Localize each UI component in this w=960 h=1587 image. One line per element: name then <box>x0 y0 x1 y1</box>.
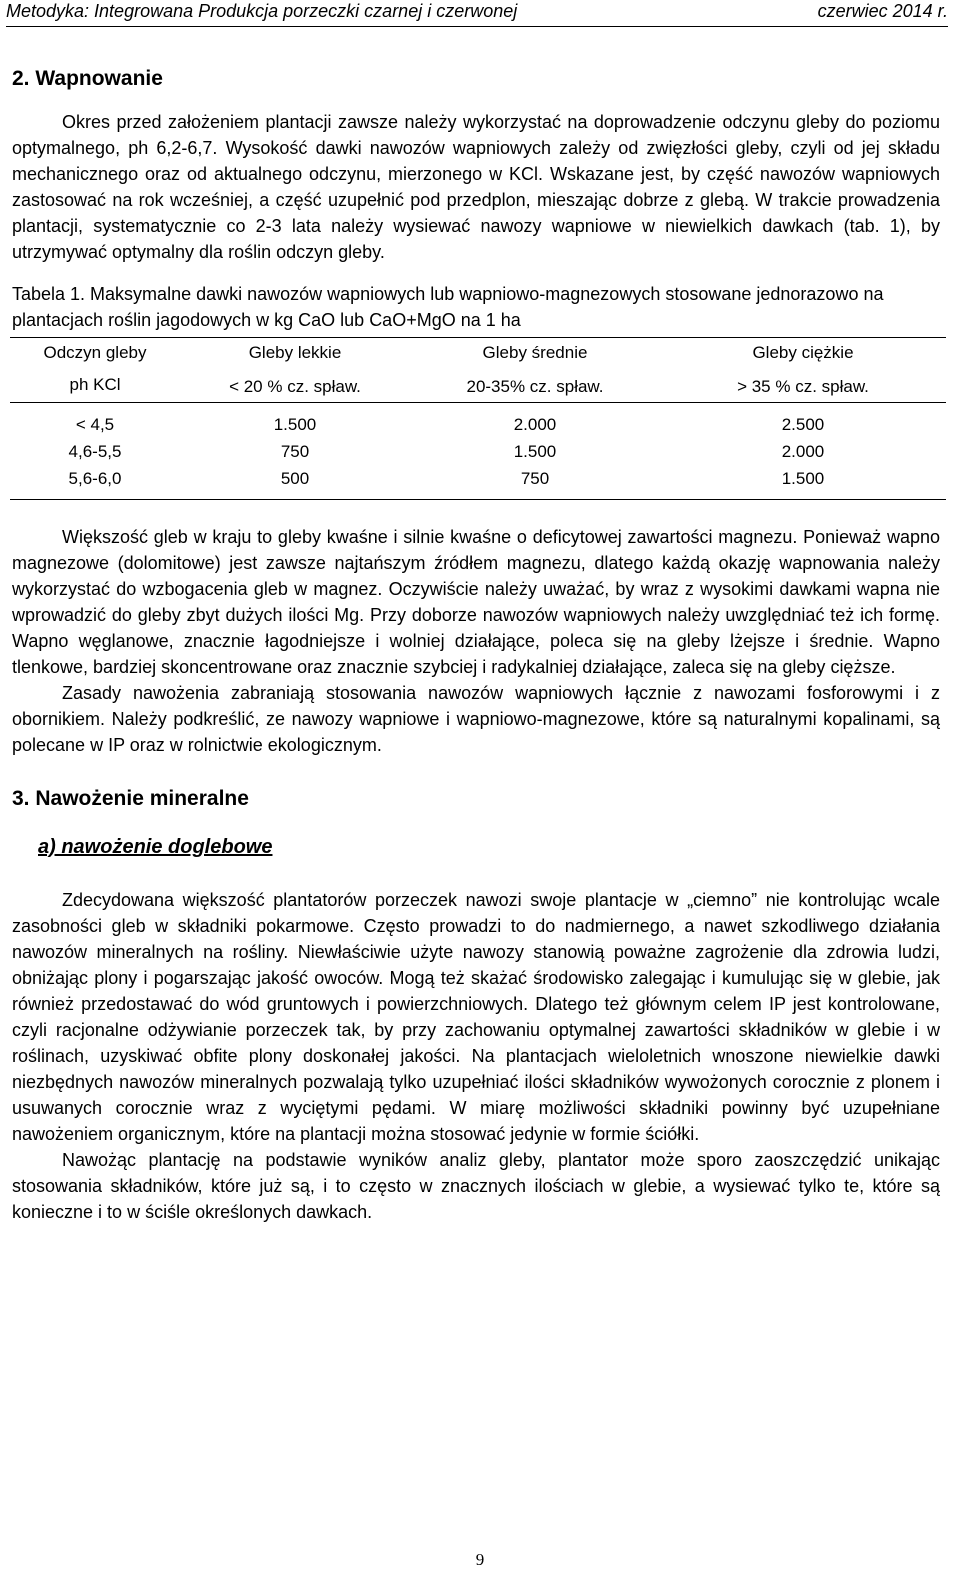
table-cell: 750 <box>280 442 310 461</box>
table-cell: 1.500 <box>781 469 825 489</box>
col-subheader-medium: 20-35% cz. spław. <box>466 377 604 396</box>
liming-paragraph-3: Zasady nawożenia zabraniają stosowania nawozów wapniowych łącznie z nawozami fosforowymi i z obornikiem. Należy podkreślić, ze nawozy wapniowe i wapniowo-magnezowe, które są naturalnymi kopalinami, są polecane w IP oraz w rolnictwie ekologicznym. <box>12 683 940 755</box>
table-header-row-1 <box>10 338 946 369</box>
table-row <box>10 439 946 466</box>
table-cell: < 4,5 <box>75 414 115 434</box>
col-subheader-ph: ph KCl <box>69 375 121 394</box>
table-cell: 750 <box>520 469 550 489</box>
table-cell: 5,6-6,0 <box>68 469 122 489</box>
table-cell: 1.500 <box>513 442 557 461</box>
header-date: czerwiec 2014 r. <box>817 1 948 21</box>
col-header-light-soils: Gleby lekkie <box>248 343 342 362</box>
running-header <box>6 0 948 27</box>
col-header-medium-soils: Gleby średnie <box>482 343 588 362</box>
table-cell: 2.000 <box>781 442 825 461</box>
col-header-soil-reaction: Odczyn gleby <box>43 343 147 362</box>
table-cell: 500 <box>280 469 310 489</box>
header-document-title: Metodyka: Integrowana Produkcja porzeczki czarnej i czerwonej <box>6 1 518 21</box>
section-heading-mineral-fertilization: 3. Nawożenie mineralne <box>12 787 249 810</box>
col-subheader-heavy: > 35 % cz. spław. <box>737 377 869 396</box>
page-number: 9 <box>475 1550 485 1569</box>
table-cell: 2.000 <box>513 414 557 434</box>
table-cell: 4,6-5,5 <box>68 442 122 461</box>
liming-paragraph-1: Okres przed założeniem plantacji zawsze należy wykorzystać na doprowadzenie odczynu gleby do poziomu optymalnego, ph 6,2-6,7. Wysokość dawki nawozów wapniowych zależy od zwięzłości gleby, czyli od jej składu mechanicznego oraz od aktualnego odczynu, mierzonego w KCl. Wskazane jest, by część nawozów wapniowych zastosować na rok wcześniej, a część uzupełnić pod przedplon, mieszając dobrze z glebą. W trakcie prowadzenia plantacji, systematycznie co 2-3 lata należy wysiewać nawozy wapniowe w niewielkich dawkach (tab. 1), by utrzymywać optymalny dla roślin odczyn gleby. <box>12 112 940 262</box>
subsection-heading-soil-fertilization: a) nawożenie doglebowe <box>38 836 273 858</box>
page-content <box>12 66 940 1225</box>
table-caption: Tabela 1. Maksymalne dawki nawozów wapniowych lub wapniowo-magnezowych stosowane jednorazowo na plantacjach roślin jagodowych w kg CaO lub CaO+MgO na 1 ha <box>12 284 884 330</box>
table-cell: 1.500 <box>273 414 317 434</box>
table-row <box>10 466 946 500</box>
fertilization-paragraph-2: Nawożąc plantację na podstawie wyników analiz gleby, plantator może sporo zaoszczędzić unikając stosowania składników, które już są, i to często w znacznych ilościach w glebie, a wysiewać tylko te, które są konieczne i to w ściśle określonych dawkach. <box>12 1150 940 1222</box>
table-row <box>10 403 946 439</box>
table-header-row-2 <box>10 368 946 403</box>
section-heading-liming: 2. Wapnowanie <box>12 67 163 90</box>
fertilization-paragraph-1: Zdecydowana większość plantatorów porzeczek nawozi swoje plantacje w „ciemno” nie kontrolując wcale zasobności gleb w składniki pokarmowe. Często prowadzi to do nadmiernego, a nawet szkodliwego działania nawozów mineralnych na rośliny. Niewłaściwie użyte nawozy stanowią poważne zagrożenie dla zdrowia ludzi, obniżając plony i pogarszając jakość owoców. Mogą też skażać środowisko zalegając i kumulując się w glebie, jak również przedostawać do wód gruntowych i powierzchniowych. Dlatego też głównym celem IP jest kontrolowane, czyli racjonalne odżywianie porzeczek tak, by przy zachowaniu optymalnej zawartości składników w glebie i w roślinach, uzyskiwać obfite plony doskonałej jakości. Na plantacjach wieloletnich wnoszone niewielkie dawki niezbędnych nawozów mineralnych pozwalają tylko uzupełniać ilości składników wywożonych corocznie z plonem i usuwanych corocznie wraz z wyciętymi pędami. W miarę możliwości składniki powinny być uzupełniane nawożeniem organicznym, które na plantacji można stosować jedynie w formie ściółki. <box>12 890 940 1144</box>
table-cell: 2.500 <box>781 414 825 434</box>
liming-paragraph-2: Większość gleb w kraju to gleby kwaśne i silnie kwaśne o deficytowej zawartości magnezu. Ponieważ wapno magnezowe (dolomitowe) jest zawsze najtańszym źródłem magnezu, dlatego każdą okazję wapnowania należy wykorzystać do wzbogacenia gleb w magnez. Oczywiście należy uważać, by wraz z wysokimi dawkami wapna nie wprowadzić do gleby zbyt dużych ilości Mg. Przy doborze nawozów wapniowych należy uwzględniać też ich formę. Wapno węglanowe, znacznie łagodniejsze i wolniej działające, poleca się na gleby lżejsze i średnie. Wapno tlenkowe, bardziej skoncentrowane oraz znacznie szybciej i radykalniej działające, zaleca się na gleby cięższe. <box>12 527 940 677</box>
col-header-heavy-soils: Gleby ciężkie <box>752 343 854 362</box>
liming-dose-table <box>10 337 946 500</box>
col-subheader-light: < 20 % cz. spław. <box>229 377 361 396</box>
